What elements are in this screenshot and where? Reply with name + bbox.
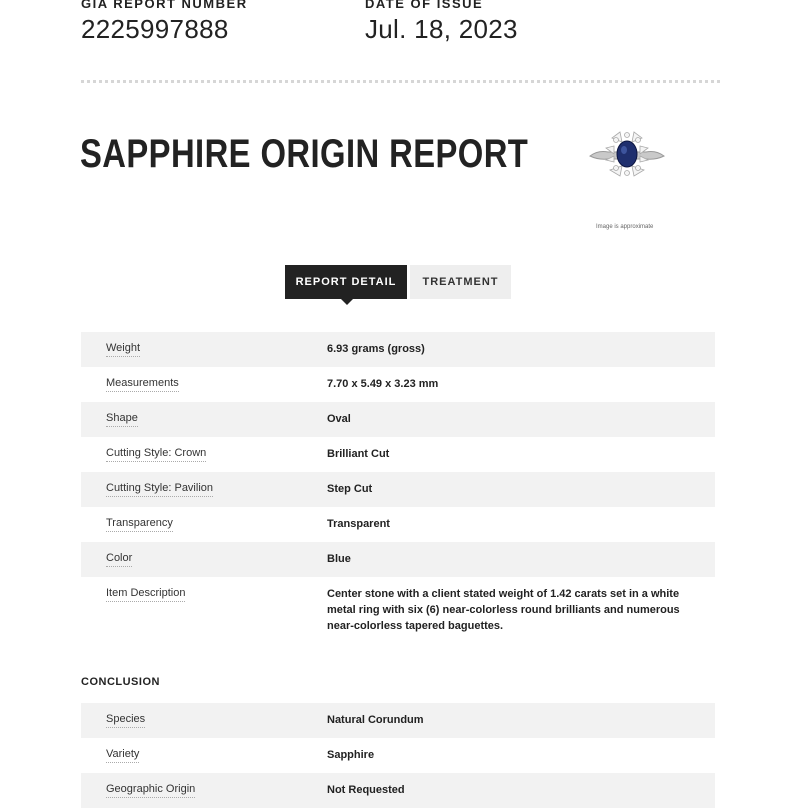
conclusion-value: Not Requested [327,784,405,796]
table-row [81,577,715,647]
detail-value: Transparent [327,518,390,530]
conclusion-label: Geographic Origin [106,783,195,798]
conclusion-label: Species [106,713,145,728]
table-row [81,367,715,402]
tab-bar [285,265,511,299]
table-row [81,472,715,507]
detail-value: Blue [327,553,351,565]
detail-label: Color [106,552,132,567]
detail-label: Measurements [106,377,179,392]
detail-value: Center stone with a client stated weight of 1.42 carats set in a white metal ring with six (6) near-colorless round brilliants and numerous near-colorless tapered baguettes. [327,588,680,632]
table-row [81,437,715,472]
detail-label: Transparency [106,517,173,532]
conclusion-value: Natural Corundum [327,714,424,726]
ring-image [588,126,666,182]
table-row [81,773,715,808]
conclusion-value: Sapphire [327,749,375,761]
conclusion-table [81,703,715,808]
table-row [81,703,715,738]
detail-label: Cutting Style: Pavilion [106,482,213,497]
divider [81,80,720,83]
detail-label: Weight [106,342,140,357]
detail-value: 7.70 x 5.49 x 3.23 mm [327,378,439,390]
table-row [81,542,715,577]
table-row [81,402,715,437]
table-row [81,332,715,367]
detail-label: Item Description [106,587,185,602]
detail-value: Brilliant Cut [327,448,390,460]
tab-report-detail[interactable]: REPORT DETAIL [285,265,407,299]
conclusion-heading: CONCLUSION [81,676,160,688]
table-row [81,507,715,542]
report-number: 2225997888 [81,14,229,44]
table-row [81,738,715,773]
detail-value: 6.93 grams (gross) [327,343,425,355]
page-title: SAPPHIRE ORIGIN REPORT [80,132,529,176]
details-table [81,332,715,647]
report-number-label: GIA REPORT NUMBER [81,0,248,11]
date-label: DATE OF ISSUE [365,0,484,11]
tab-treatment[interactable]: TREATMENT [410,265,511,299]
issue-date: Jul. 18, 2023 [365,14,518,44]
detail-value: Oval [327,413,351,425]
conclusion-label: Variety [106,748,139,763]
detail-label: Shape [106,412,138,427]
detail-value: Step Cut [327,483,373,495]
detail-label: Cutting Style: Crown [106,447,206,462]
image-note: Image is approximate [596,224,654,230]
